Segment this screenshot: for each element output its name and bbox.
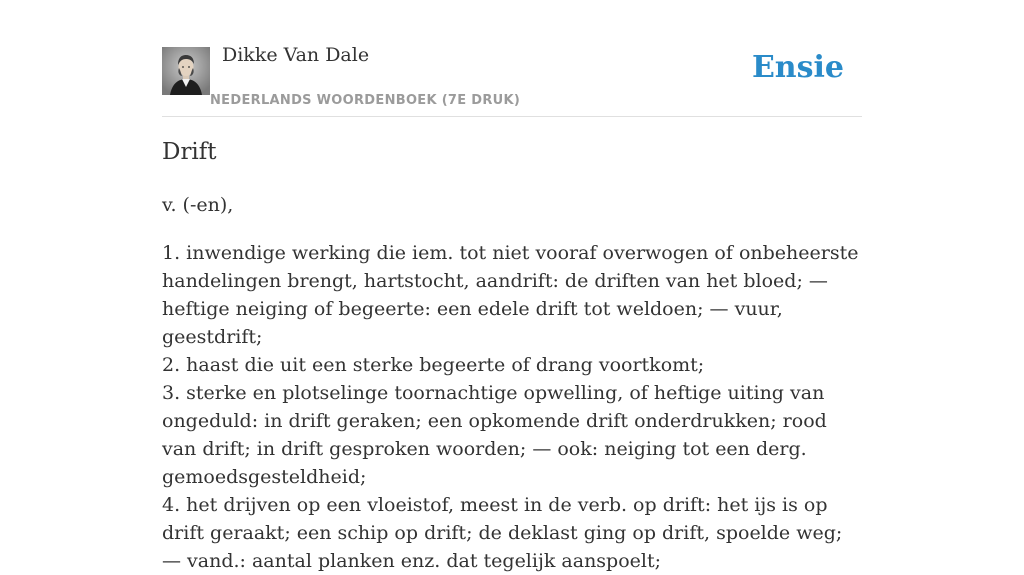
definition-item: 2. haast die uit een sterke begeerte of drang voortkomt; (162, 354, 705, 376)
definition-item: 4. het drijven op een vloeistof, meest in de verb. op drift: het ijs is op drift geraakt; een schip op drift; de deklast ging op drift, spoelde weg; — vand.: aantal planken enz. dat tegelijk aanspoelt; (162, 494, 843, 572)
author-name[interactable]: Dikke Van Dale (222, 44, 370, 66)
entry-grammar: v. (-en), (162, 194, 234, 216)
avatar[interactable] (162, 47, 210, 95)
definition-item: 3. sterke en plotselinge toornachtige opwelling, of heftige uiting van ongeduld: in drift geraken; een opkomende drift onderdrukken; rood van drift; in drift gesproken woorden; — ook: neiging tot een derg. gemoedsgesteldheid; (162, 382, 827, 488)
header (162, 0, 862, 117)
definition-list (162, 239, 862, 575)
entry-term: Drift (162, 139, 217, 165)
portrait-icon (162, 47, 210, 95)
definition-item: 1. inwendige werking die iem. tot niet vooraf overwogen of onbeheerste handelingen brengt, hartstocht, aandrift: de driften van het bloed; — heftige neiging of begeerte: een edele drift tot weldoen; — vuur, geestdrift; (162, 242, 859, 348)
source-title[interactable]: NEDERLANDS WOORDENBOEK (7E DRUK) (210, 93, 521, 108)
brand-logo[interactable]: Ensie (751, 50, 844, 85)
